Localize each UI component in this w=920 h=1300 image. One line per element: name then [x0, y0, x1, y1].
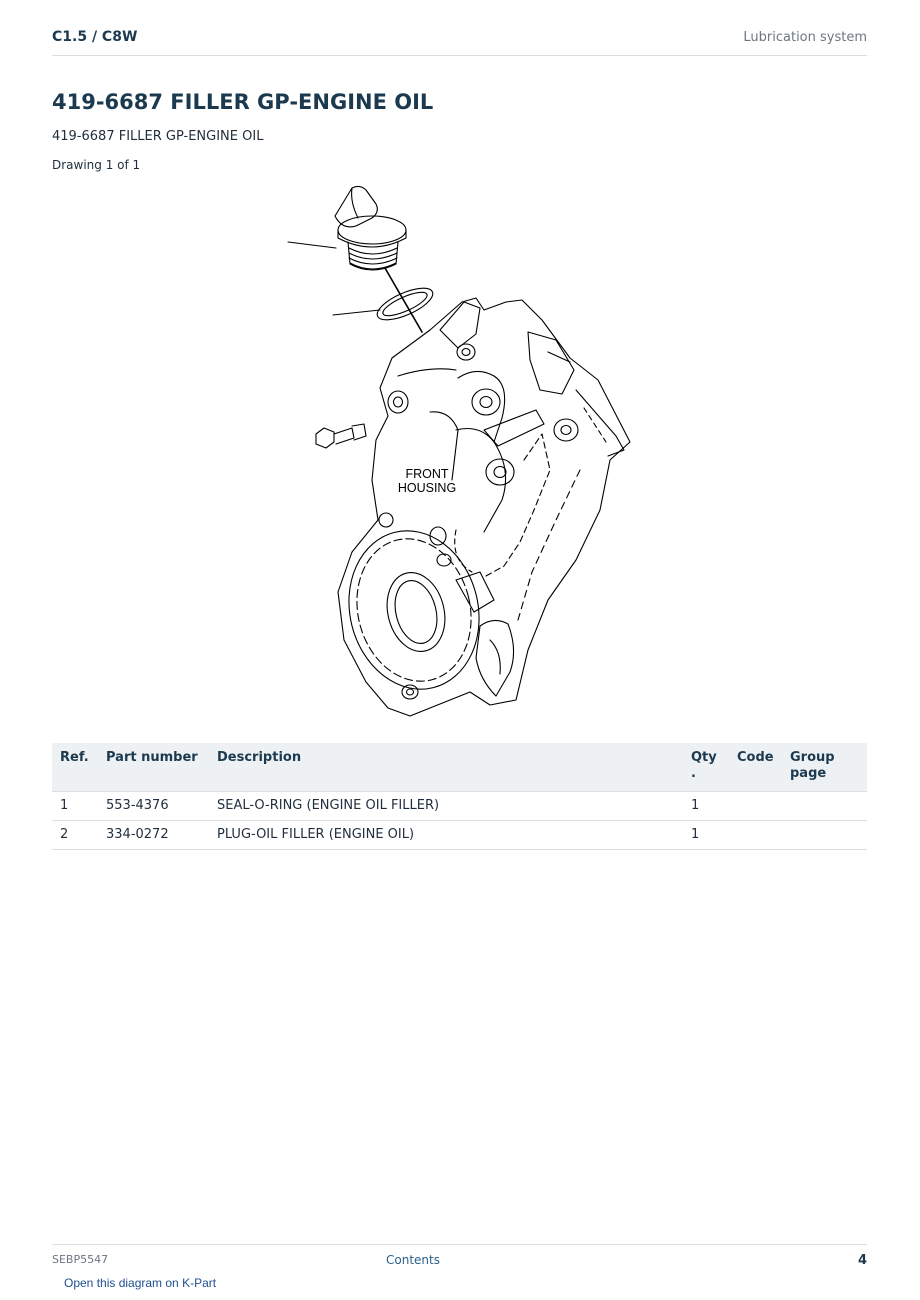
cell-qty: 1	[683, 792, 729, 821]
table-row	[52, 792, 867, 821]
col-header-group-line2: page	[790, 766, 827, 781]
document-id: SEBP5547	[52, 1253, 109, 1266]
leader-line-seal	[333, 310, 380, 315]
open-in-kpart-link[interactable]: Open this diagram on K-Part	[64, 1276, 217, 1290]
col-header-qty-line2: .	[691, 766, 696, 781]
parts-table	[52, 743, 867, 850]
leader-line-plug	[288, 242, 336, 248]
contents-link[interactable]: Contents	[386, 1253, 440, 1267]
col-header-qty	[683, 743, 729, 792]
diagram-label-front: FRONT	[405, 467, 449, 481]
cell-code	[729, 821, 782, 850]
col-header-group-line1: Group	[790, 750, 835, 765]
col-header-ref: Ref.	[52, 743, 98, 792]
parts-diagram	[280, 180, 640, 720]
col-header-description: Description	[209, 743, 683, 792]
page-number: 4	[857, 1253, 867, 1268]
page-footer	[52, 1244, 867, 1269]
col-header-group-page	[782, 743, 867, 792]
cell-part-number: 334-0272	[98, 821, 209, 850]
table-header-row	[52, 743, 867, 792]
col-header-part-number: Part number	[98, 743, 209, 792]
drawing-count: Drawing 1 of 1	[52, 158, 141, 172]
page-title: 419-6687 FILLER GP-ENGINE OIL	[52, 90, 434, 114]
cell-description: PLUG-OIL FILLER (ENGINE OIL)	[209, 821, 683, 850]
assembly-axis-line	[385, 268, 422, 332]
front-housing	[333, 298, 630, 716]
cell-code	[729, 792, 782, 821]
page-subtitle: 419-6687 FILLER GP-ENGINE OIL	[52, 129, 264, 144]
cell-ref: 1	[52, 792, 98, 821]
side-bolt	[316, 424, 366, 448]
section-label: Lubrication system	[743, 30, 867, 45]
cell-group-page	[782, 821, 867, 850]
page-header	[52, 28, 867, 56]
cell-description: SEAL-O-RING (ENGINE OIL FILLER)	[209, 792, 683, 821]
cell-part-number: 553-4376	[98, 792, 209, 821]
oil-filler-plug	[335, 186, 406, 270]
model-label: C1.5 / C8W	[52, 29, 138, 45]
table-row	[52, 821, 867, 850]
cell-group-page	[782, 792, 867, 821]
cell-qty: 1	[683, 821, 729, 850]
col-header-qty-line1: Qty	[691, 750, 717, 765]
diagram-label-housing: HOUSING	[397, 481, 457, 495]
col-header-code: Code	[729, 743, 782, 792]
cell-ref: 2	[52, 821, 98, 850]
